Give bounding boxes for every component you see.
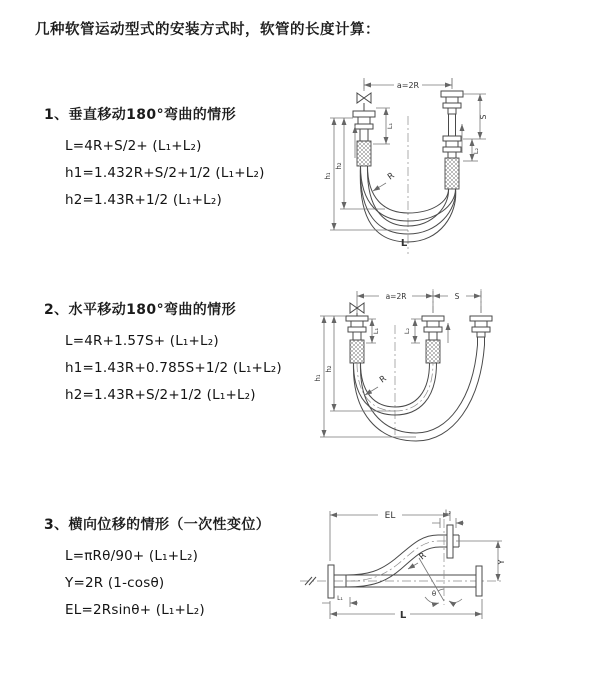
dim-label-a2r: a=2R [385, 292, 407, 301]
dimension-l1 [366, 319, 380, 343]
dim-label-l1: L₁ [372, 327, 380, 335]
formula-h2: h2=1.43R+S/2+1/2 (L₁+L₂) [65, 387, 256, 403]
dim-label-l1: L₁ [337, 595, 343, 602]
dimension-l1 [322, 595, 358, 607]
dim-label-h2: h₂ [335, 162, 343, 170]
dim-label-l2: L₂ [472, 147, 480, 155]
formula-y: Y=2R (1-cosθ) [65, 575, 165, 591]
section-vertical-bend [44, 104, 265, 214]
dim-label-a2r: a=2R [396, 81, 420, 90]
braid-middle [426, 340, 440, 363]
left-flange [328, 565, 346, 598]
dimension-el [330, 511, 450, 561]
left-braid-section [357, 141, 371, 166]
angle-label: θ [431, 590, 437, 598]
section-2-heading: 2、水平移动180°弯曲的情形 [44, 302, 236, 318]
diagram-horizontal-bend [308, 283, 593, 458]
formula-length: L=4R+S/2+ (L₁+L₂) [65, 138, 202, 154]
dim-label-h2: h₂ [325, 365, 333, 373]
diagram-lateral-displacement [298, 501, 590, 651]
flange-fitting-left [346, 316, 368, 340]
dimension-s [433, 292, 481, 301]
dim-label-l1: L₁ [386, 122, 394, 130]
dimension-a2r [357, 291, 481, 313]
length-label: L [400, 238, 408, 249]
dim-label-y: Y [497, 559, 506, 565]
dim-label-l: L [399, 610, 407, 621]
section-3-heading: 3、横向位移的情形（一次性变位） [44, 517, 271, 533]
right-braid-section [445, 158, 459, 189]
center-lines [364, 78, 452, 254]
formula-length: L=πRθ/90+ (L₁+L₂) [65, 548, 199, 564]
dim-label-el: EL [384, 511, 396, 521]
dim-label-s: S [479, 114, 488, 120]
dimension-l2 [403, 319, 422, 343]
valve-icon [357, 93, 371, 111]
dim-label-s: S [454, 292, 460, 301]
flange-fitting-middle [422, 316, 444, 340]
formula-h2: h2=1.43R+1/2 (L₁+L₂) [65, 192, 222, 208]
dimension-l [330, 599, 482, 621]
formula-length: L=4R+1.57S+ (L₁+L₂) [65, 333, 219, 349]
braid-left [350, 340, 364, 363]
dimension-a2r [364, 78, 452, 91]
radius-label: R [385, 170, 397, 183]
dimension-h1 [314, 316, 416, 437]
hose-s-curve [346, 525, 459, 587]
dimension-l2 [463, 139, 480, 161]
radius-label: R [377, 373, 389, 386]
section-lateral-displacement [44, 514, 270, 624]
formula-h1: h1=1.432R+S/2+1/2 (L₁+L₂) [65, 165, 265, 181]
radius-callout [365, 374, 389, 395]
left-flange-fitting [353, 111, 375, 141]
right-flange-fittings [441, 91, 463, 158]
formula-el: EL=2Rsinθ+ (L₁+L₂) [65, 602, 205, 618]
dim-label-l2: L₂ [445, 509, 451, 516]
dimension-s [463, 94, 488, 139]
flange-fitting-right [470, 316, 492, 345]
dim-label-h1: h₁ [314, 374, 322, 382]
radius-callout [373, 171, 397, 191]
angle-construction [419, 519, 462, 605]
dimension-l1 [373, 108, 394, 144]
page-title: 几种软管运动型式的安装方式时，软管的长度计算： [35, 22, 380, 38]
section-horizontal-bend [44, 299, 282, 409]
radius-label: R [417, 550, 429, 563]
hose-u-bend-displaced [353, 345, 484, 441]
dim-label-h1: h₁ [324, 172, 332, 180]
diagram-vertical-bend [310, 66, 595, 261]
section-1-heading: 1、垂直移动180°弯曲的情形 [44, 107, 236, 123]
dim-label-l2: L₂ [403, 327, 411, 335]
formula-h1: h1=1.43R+0.785S+1/2 (L₁+L₂) [65, 360, 282, 376]
